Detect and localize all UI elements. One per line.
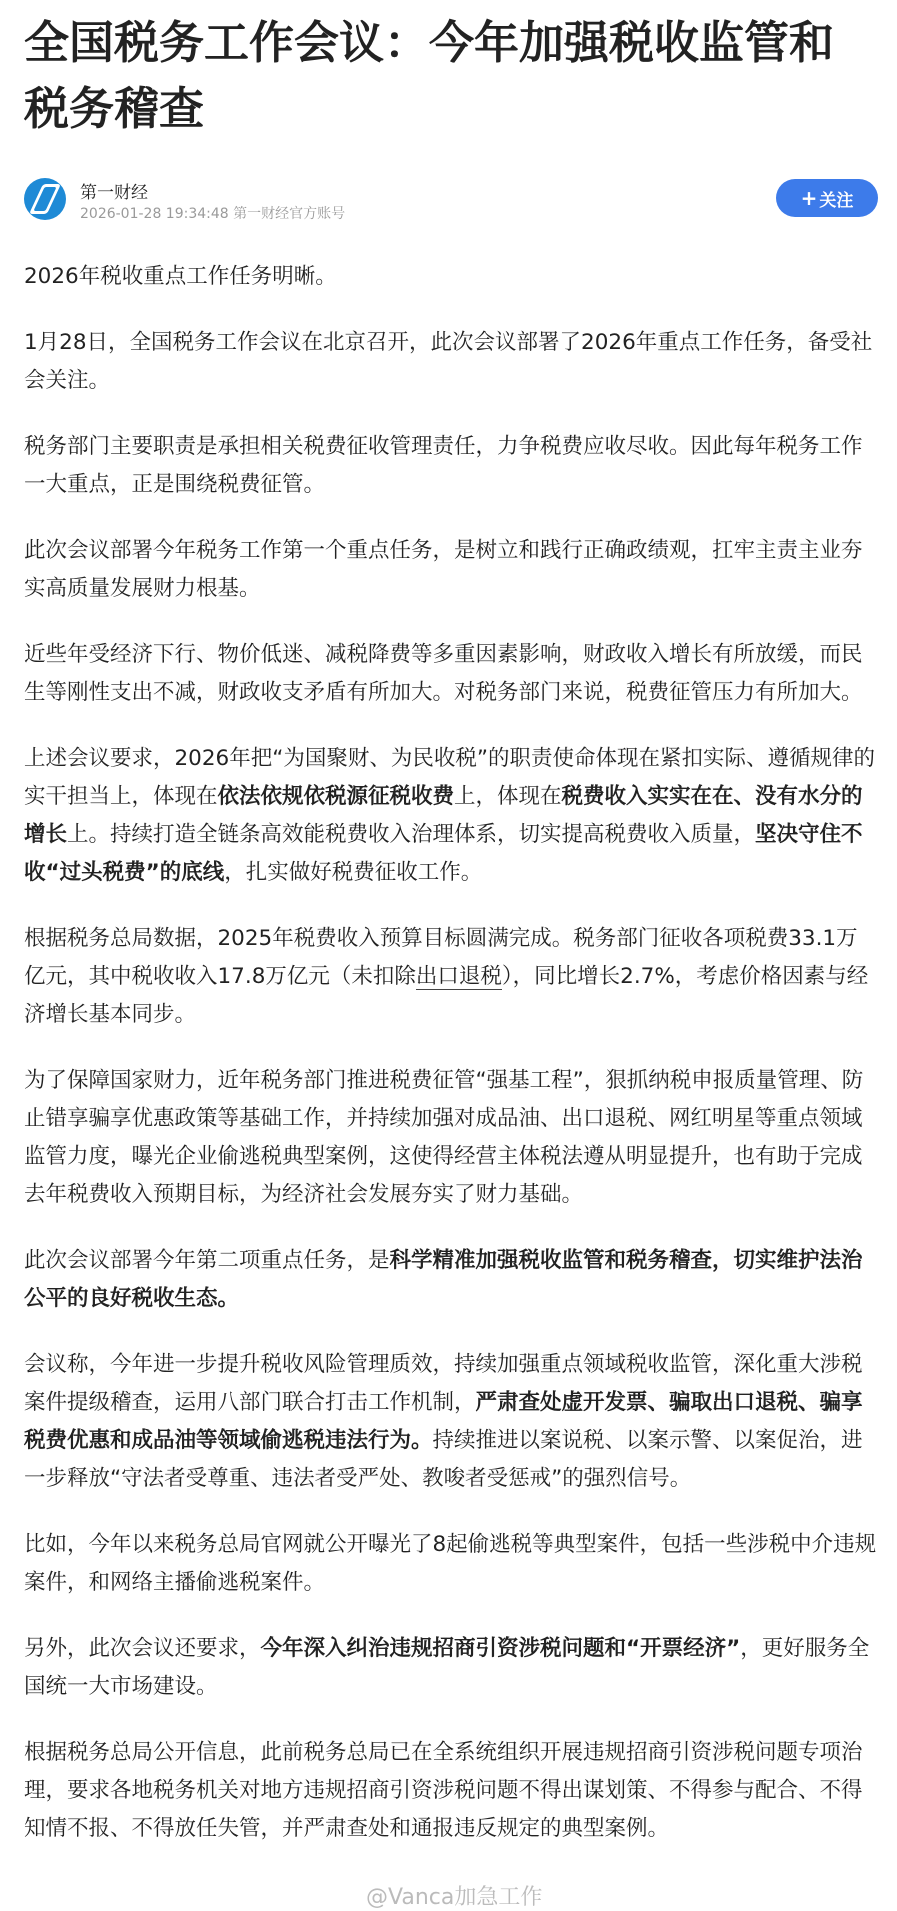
paragraph-7: 根据税务总局数据，2025年税费收入预算目标圆满完成。税务部门征收各项税费33.1万亿元，其中税收收入17.8万亿元（未扣除出口退税），同比增长2.7%，考虑价格因素与经济增长基本同步。	[24, 926, 869, 1027]
paragraph-6: 上述会议要求，2026年把“为国聚财、为民收税”的职责使命体现在紧扣实际、遵循规律的实干担当上，体现在依法依规依税源征税收费上，体现在税费收入实实在在、没有水分的增长上。持续打造全链条高效能税费收入治理体系，切实提高税费收入质量，坚决守住不收“过头税费”的底线，扎实做好税费征收工作。	[24, 746, 875, 885]
article-title: 全国税务工作会议：今年加强税收监管和税务稽查	[24, 16, 835, 135]
author-row	[24, 176, 880, 226]
paragraph-8: 为了保障国家财力，近年税务部门推进税费征管“强基工程”，狠抓纳税申报质量管理、防止错享骗享优惠政策等基础工作，并持续加强对成品油、出口退税、网红明星等重点领域监管力度，曝光企业偷逃税典型案例，这使得经营主体税法遵从明显提升，也有助于完成去年税费收入预期目标，为经济社会发展夯实了财力基础。	[24, 1068, 864, 1207]
paragraph-5: 近些年受经济下行、物价低迷、减税降费等多重因素影响，财政收入增长有所放缓，而民生等刚性支出不减，财政收支矛盾有所加大。对税务部门来说，税费征管压力有所加大。	[24, 642, 863, 705]
paragraph-12: 另外，此次会议还要求，今年深入纠治违规招商引资涉税问题和“开票经济”，更好服务全国统一大市场建设。	[24, 1636, 870, 1699]
bold-text: 严肃查处虚开发票、骗取出口退税、骗享税费优惠和成品油等领域偷逃税违法行为。	[24, 1390, 863, 1453]
bold-text: 今年深入纠治违规招商引资涉税问题和“开票经济”	[260, 1636, 741, 1661]
paragraph-1: 2026年税收重点工作任务明晰。	[24, 264, 337, 289]
author-name[interactable]: 第一财经	[80, 183, 148, 203]
follow-label: 关注	[819, 190, 854, 211]
paragraph-4: 此次会议部署今年税务工作第一个重点任务，是树立和践行正确政绩观，扛牢主责主业夯实高质量发展财力根基。	[24, 538, 863, 601]
paragraph-10: 会议称，今年进一步提升税收风险管理质效，持续加强重点领域税收监管，深化重大涉税案件提级稽查，运用八部门联合打击工作机制，严肃查处虚开发票、骗取出口退税、骗享税费优惠和成品油等领域偷逃税违法行为。持续推进以案说税、以案示警、以案促治，进一步释放“守法者受尊重、违法者受严处、教唆者受惩戒”的强烈信号。	[24, 1352, 863, 1491]
paragraph-2: 1月28日，全国税务工作会议在北京召开，此次会议部署了2026年重点工作任务，备受社会关注。	[24, 330, 873, 393]
bold-text: 依法依规依税源征税收费	[217, 784, 455, 809]
bold-text: 税费收入实实在在、没有水分的增长	[24, 784, 863, 847]
bold-text: 坚决守住不收“过头税费”的底线	[24, 822, 863, 885]
article-body	[24, 258, 878, 1876]
export-rebate-link[interactable]: 出口退税	[415, 964, 502, 989]
paragraph-13: 根据税务总局公开信息，此前税务总局已在全系统组织开展违规招商引资涉税问题专项治理，要求各地税务机关对地方违规招商引资涉税问题不得出谋划策、不得参与配合、不得知情不报、不得放任失管，并严肃查处和通报违反规定的典型案例。	[24, 1740, 863, 1841]
paragraph-3: 税务部门主要职责是承担相关税费征收管理责任，力争税费应收尽收。因此每年税务工作一大重点，正是围绕税费征管。	[24, 434, 863, 497]
first-finance-logo-icon[interactable]	[24, 178, 66, 220]
paragraph-11: 比如，今年以来税务总局官网就公开曝光了8起偷逃税等典型案件，包括一些涉税中介违规案件，和网络主播偷逃税案件。	[24, 1532, 877, 1595]
publish-meta: 2026-01-28 19:34:48 第一财经官方账号	[80, 206, 346, 222]
paragraph-9: 此次会议部署今年第二项重点任务，是科学精准加强税收监管和税务稽查，切实维护法治公平的良好税收生态。	[24, 1248, 863, 1311]
follow-button[interactable]	[776, 179, 878, 217]
plus-icon: +	[800, 186, 818, 210]
bold-text: 科学精准加强税收监管和税务稽查，切实维护法治公平的良好税收生态。	[24, 1248, 863, 1311]
watermark: @Vanca加急工作	[366, 1885, 543, 1910]
